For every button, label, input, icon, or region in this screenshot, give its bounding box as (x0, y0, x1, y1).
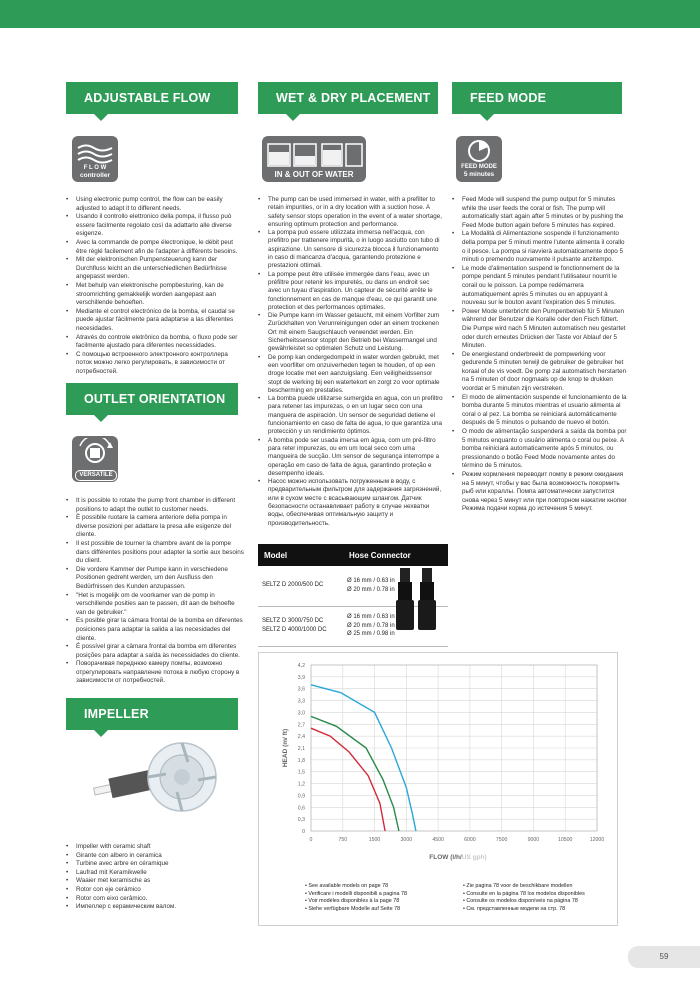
hose-size: Ø 25 mm / 0.98 in (347, 631, 395, 638)
feed-bullet: • La Modalità di Alimentazione sospende il funzionamento della pompa per 5 minuti mentre l'utente alimenta il corallo o il pesce. La pompa si riavvierà automaticamente dopo 5 minuti o premendo nuovamente il pulsante anzitempo. (452, 230, 628, 264)
y-tick-label: 1,2 (297, 781, 305, 788)
flow-bullet: • Através do controle eletrônico da bomba, o fluxo pode ser facilmente ajustado para diferentes necessidades. (66, 334, 244, 351)
table-header-model: Model (258, 544, 343, 566)
impeller-bullet: • Impeller with ceramic shaft (66, 843, 244, 852)
outlet-bullet: • It is possible to rotate the pump front chamber in different positions to adapt the outlet to customer needs. (66, 497, 244, 514)
feed-bullet: • Le mode d'alimentation suspend le fonctionnement de la pompe pendant 5 minutes pendant l'utilisateur nourrit le corail ou le poisson. La pompe redémarrera automatiquement après 5 minutes ou en appuyant à nouveau sur le bouton avant l'expiration des 5 minutes. (452, 265, 628, 308)
impeller-bullet: • Laufrad mit Keramikwelle (66, 869, 244, 878)
flow-bullet: • Mediante el control electrónico de la bomba, el caudal se puede ajustar fácilmente para adaptarse a las diferentes necesidades. (66, 308, 244, 334)
chart-note: • Zie pagina 78 voor de beschikbare modellen (463, 883, 573, 889)
outlet-bullet: • Die vordere Kammer der Pumpe kann in verschiedene Positionen gedreht werden, um den Ausfluss den Bedürfnissen des Kunden anzupassen. (66, 566, 244, 592)
versatile-label: VERSATILE (75, 470, 117, 481)
x-tick-label: 750 (338, 837, 348, 843)
impeller-bullet: • Rotor com eixo cerâmico. (66, 895, 244, 904)
y-tick-label: 0,3 (297, 817, 305, 824)
x-axis-label-faint: US gph) (461, 854, 487, 861)
outlet-orientation-title: OUTLET ORIENTATION (84, 392, 226, 406)
feed-mode-list (452, 196, 628, 514)
head-flow-chart (259, 653, 617, 883)
table-cell-model (258, 566, 343, 606)
chart-note: • Consulte en la página 78 los modelos disponibles (463, 890, 585, 897)
hose-connector-image (396, 566, 442, 638)
impeller-bullet: • Girante con albero in ceramica (66, 852, 244, 861)
feed-bullet: • El modo de alimentación suspende el funcionamiento de la bomba durante 5 minutos mientras el usuario alimenta al coral o al pez. La bomba se reiniciará automáticamente después de 5 minutos o pulsando de nuevo el botón. (452, 394, 628, 428)
x-axis-label-main: FLOW (l/h/ (429, 854, 462, 861)
outlet-orientation-list (66, 497, 244, 686)
table-header-hose: Hose Connector (343, 544, 448, 566)
placement-bullet: • Насос можно использовать погруженным в воду, с предварительным фильтром для задержания загрязнений, или в сухом месте с всасывающим шлангом. Датчик безопасности останавливает работу в случае нехватки воды, обеспечивая оптимальную защиту и производительность. (258, 478, 444, 528)
x-tick-label: 12000 (589, 837, 605, 843)
in-out-water-icon (262, 136, 366, 182)
y-tick-label: 4,2 (297, 663, 305, 669)
model-name: SELTZ D 2000/500 DC (262, 582, 324, 589)
impeller-header (66, 698, 238, 730)
x-tick-label: 9000 (527, 837, 540, 843)
y-tick-label: 0,9 (297, 793, 305, 800)
rotation-arrows-icon (72, 438, 118, 470)
model-name: SELTZ D 4000/1000 DC (262, 627, 327, 633)
outlet-bullet: • Es posible girar la cámara frontal de la bomba en diferentes posiciones para adaptar la salida a las necesidades del cliente. (66, 617, 244, 643)
impeller-bullet: • Импеллер с керамическим валом. (66, 903, 244, 912)
in-out-water-label: IN & OUT OF WATER (274, 170, 354, 179)
chart-note: • См. представленные модели на стр. 78 (463, 905, 566, 912)
table-cell-model (258, 606, 343, 646)
y-axis-label: HEAD (m/ ft) (282, 728, 289, 768)
chart-note: • Verificare i modelli disponibili a pagina 78 (305, 890, 407, 897)
y-tick-label: 2,4 (297, 734, 305, 741)
flow-icon-sublabel: controller (80, 172, 110, 179)
performance-curve (311, 728, 385, 831)
placement-bullet: • De pomp kan ondergedompeld in water worden gebruikt, met een voorfilter om onzuiverheden tegen te houden, of op een droge locatie met een aanzuigslang. Een veiligheidssensor stopt de werking bij een watertekort en zorgt zo voor optimale bescherming en prestaties. (258, 354, 444, 395)
feed-bullet: • Power Mode unterbricht den Pumpenbetrieb für 5 Minuten während der Benutzer die Koralle oder den Fisch füttert. Die Pumpe wird nach 5 Minuten automatisch neu gestartet oder durch erneutes Drücken der Taste vor Ablauf der 5 Minuten. (452, 308, 628, 351)
placement-bullet: • Die Pumpe kann im Wasser getaucht, mit einem Vorfilter zum Zurückhalten von Verunreinigungen oder an einem trockenen Ort mit einem Saugschlauch verwendet werden. Ein Sicherheitssensor stoppt den Betrieb bei Wassermangel und gewährleistet so optimalen Schutz und Leistung. (258, 312, 444, 353)
wet-dry-list (258, 196, 444, 528)
chart-notes-left (305, 883, 455, 913)
impeller-list (66, 843, 244, 912)
performance-chart-frame (258, 652, 618, 926)
timer-icon (456, 138, 502, 164)
outlet-bullet: • Поворачивая переднюю камеру помпы, возможно отрегулировать направление потока в любую сторону в зависимости от потребностей. (66, 660, 244, 686)
x-tick-label: 10500 (558, 837, 573, 843)
placement-bullet: • La bomba puede utilizarse sumergida en agua, con un prefiltro para retener las impurezas, o en un lugar seco con una manguera de aspiración. Un sensor de seguridad detiene el funcionamiento en caso de falta de agua, lo que garantiza una protección y un rendimiento óptimos. (258, 395, 444, 436)
wet-dry-header (258, 82, 438, 114)
y-tick-label: 1,8 (297, 757, 305, 764)
flow-controller-icon (72, 136, 118, 182)
chart-note: • See available models on page 78 (305, 883, 389, 889)
adjustable-flow-list (66, 196, 244, 376)
flow-bullet: • Avec la commande de pompe électronique, le débit peut être réglé facilement afin de l'adapter à différents besoins. (66, 239, 244, 256)
y-tick-label: 2,7 (297, 722, 305, 729)
impeller-bullet: • Waaier met keramische as (66, 877, 244, 886)
y-tick-label: 0 (302, 829, 305, 835)
flow-lines-icon (72, 140, 118, 164)
y-tick-label: 3,6 (297, 686, 305, 693)
y-tick-label: 3,3 (297, 698, 305, 705)
wet-dry-title: WET & DRY PLACEMENT (276, 91, 431, 105)
chart-notes-right (463, 883, 615, 913)
adjustable-flow-header (66, 82, 238, 114)
feed-bullet: • Feed Mode will suspend the pump output for 5 minutes while the user feeds the coral or fish. The pump will automatically start again after 5 minutes or by pushing the Feed Mode button again before 5 minutes has expired. (452, 196, 628, 230)
feed-mode-header (452, 82, 622, 114)
impeller-bullet: • Rotor con eje cerámico (66, 886, 244, 895)
x-tick-label: 7500 (495, 837, 508, 843)
hose-size: Ø 20 mm / 0.78 in (347, 622, 395, 629)
x-tick-label: 1500 (368, 837, 381, 843)
chart-note: • Voir modèles disponibles à la page 78 (305, 898, 400, 904)
tanks-icon (262, 138, 366, 170)
outlet-orientation-header (66, 383, 238, 415)
flow-bullet: • Using electronic pump control, the flow can be easily adjusted to adapt it to different needs. (66, 196, 244, 213)
feed-mode-icon (456, 136, 502, 182)
placement-bullet: • A bomba pode ser usada imersa em água, com um pré-filtro para reter impurezas, ou em um local seco com uma mangueira de sucção. Um sensor de segurança interrompe a operação em caso de falta de água, garantindo proteção e desempenho ideais. (258, 437, 444, 478)
outlet-bullet: • Il est possible de tourner la chambre avant de la pompe dans différentes positions pour adapter la sortie aux besoins du client. (66, 540, 244, 566)
x-tick-label: 4500 (432, 837, 444, 843)
top-green-bar (0, 0, 700, 28)
flow-bullet: • Met behulp van elektronische pompbesturing, kan de stroomrichting gemakkelijk worden aangepast aan verschillende behoeften. (66, 282, 244, 308)
x-tick-label: 3000 (400, 837, 413, 843)
feed-mode-icon-sublabel: 5 minutes (463, 171, 495, 178)
y-tick-label: 3,0 (297, 710, 305, 717)
outlet-bullet: • È possibile ruotare la camera anteriore della pompa in diverse posizioni per adattare la presa alle esigenze del cliente. (66, 514, 244, 540)
y-tick-label: 3,9 (297, 674, 305, 681)
outlet-bullet: • É possível girar a câmara frontal da bomba em diferentes posições para adaptar a saída às necessidades do cliente. (66, 643, 244, 660)
impeller-image (80, 732, 230, 842)
placement-bullet: • La pompe peut être utilisée immergée dans l'eau, avec un préfiltre pour retenir les impuretés, ou dans un endroit sec avec un tuyau d'aspiration. Un capteur de sécurité arrête le fonctionnement en cas de manque d'eau, ce qui garantit une protection et des performances optimales. (258, 271, 444, 312)
placement-bullet: • La pompa può essere utilizzata immersa nell'acqua, con prefiltro per trattenere impurità, o in luogo asciutto con tubo di aspirazione. Un sensore di sicurezza blocca il funzionamento in caso di mancanza d'acqua, garantendo protezione e prestazioni ottimali. (258, 229, 444, 270)
y-tick-label: 0,6 (297, 805, 305, 812)
impeller-title: IMPELLER (84, 707, 149, 721)
x-tick-label: 6000 (464, 837, 476, 843)
feed-mode-icon-label: FEED MODE (461, 164, 497, 170)
chart-note: • Consulte os modelos disponíveis na página 78 (463, 898, 578, 904)
x-tick-label: 0 (309, 837, 313, 843)
performance-curve (311, 685, 416, 831)
model-name: SELTZ D 3000/750 DC (262, 618, 324, 625)
hose-size: Ø 16 mm / 0.63 in (347, 614, 395, 621)
flow-icon-label: F L O W (83, 165, 107, 171)
feed-mode-title: FEED MODE (470, 91, 547, 105)
page-number: 59 (628, 946, 700, 968)
adjustable-flow-title: ADJUSTABLE FLOW (84, 91, 211, 105)
feed-bullet: • O modo de alimentação suspenderá a saída da bomba por 5 minutos enquanto o usuário alimenta o coral ou peixe. A bomba reiniciará automaticamente após 5 minutos, ou pressionando o botão Feed Mode novamente antes do término de 5 minutos. (452, 428, 628, 471)
x-axis-label (429, 854, 486, 861)
y-tick-label: 2,1 (297, 746, 305, 752)
hose-size: Ø 16 mm / 0.63 in (347, 578, 395, 585)
hose-size: Ø 20 mm / 0.78 in (347, 586, 395, 593)
impeller-bullet: • Turbine avec arbre en céramique (66, 860, 244, 869)
flow-bullet: • Usando il controllo elettronico della pompa, il flusso può essere facilmente regolato così da adattarlo alle diverse esigenze. (66, 213, 244, 239)
y-tick-label: 1,5 (297, 769, 305, 776)
versatile-icon (72, 436, 118, 482)
chart-note: • Siehe verfügbare Modelle auf Seite 78 (305, 905, 401, 912)
outlet-bullet: • "Het is mogelijk om de voorkamer van de pomp in verschillende posities aan te passen, dit aan de behoefte van de gebruiker." (66, 592, 244, 618)
flow-bullet: • С помощью встроенного электронного контроллера поток можно легко регулировать, в зависимости от потребностей. (66, 351, 244, 377)
feed-bullet: • Режим кормления переводит помпу в режим ожидания на 5 минут, чтобы у вас была возможность покормить рыб или кораллы. Помпа автоматически запустится снова через 5 минут или при повторном нажатии кнопки Режима подачи корма до истечения 5 минут. (452, 471, 628, 514)
feed-bullet: • De energiestand onderbreekt de pompwerking voor gedurende 5 minuten terwijl de gebruiker de gebruiker het koraal of de vis voedt. De pomp zal automatisch herstarten na 5 minuten of door nogmaals op de knop te drukken voordat er 5 minuten zijn verstreken. (452, 351, 628, 394)
placement-bullet: • The pump can be used immersed in water, with a prefilter to retain impurities, or in a dry location with a suction hose. A safety sensor stops operation in the event of a water shortage, ensuring optimum protection and performance. (258, 196, 444, 229)
flow-bullet: • Mit der elektronischen Pumpensteuerung kann der Durchfluss leicht an die unterschiedlichen Bedürfnisse angepasst werden. (66, 256, 244, 282)
